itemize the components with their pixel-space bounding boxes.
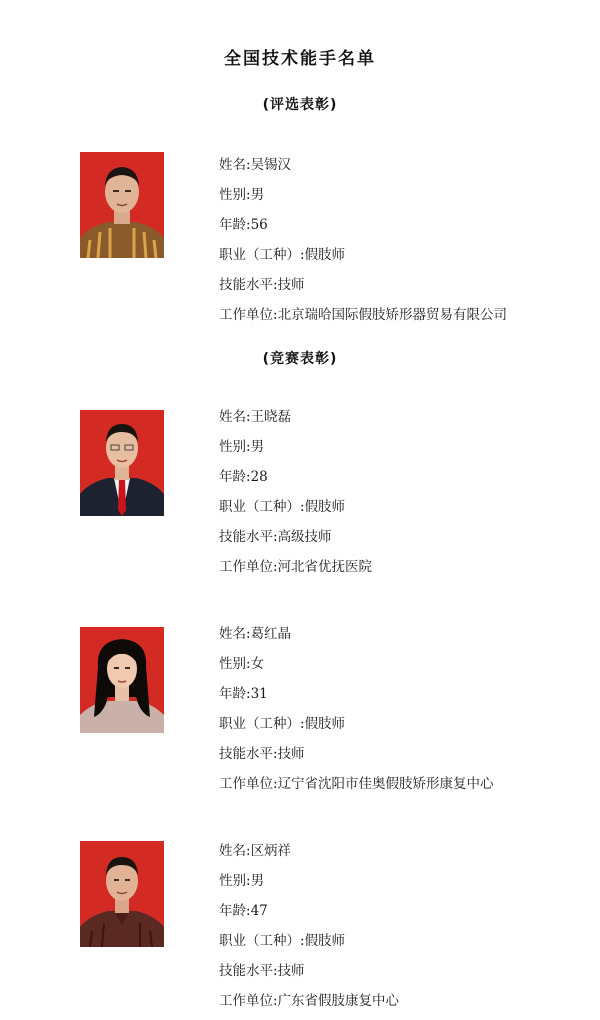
field-age: 年龄:28 <box>219 469 268 485</box>
person-photo <box>80 627 164 733</box>
field-workplace: 工作单位:河北省优抚医院 <box>219 559 373 575</box>
person-photo <box>80 152 164 258</box>
person-details <box>219 619 494 799</box>
portrait-image <box>80 152 164 258</box>
field-occupation: 职业（工种）:假肢师 <box>219 933 346 949</box>
field-occupation: 职业（工种）:假肢师 <box>219 716 346 732</box>
field-skill-level: 技能水平:技师 <box>219 277 305 293</box>
field-occupation: 职业（工种）:假肢师 <box>219 499 346 515</box>
portrait-image <box>80 410 164 516</box>
field-name: 姓名:区炳祥 <box>219 843 292 859</box>
person-details <box>219 402 372 582</box>
field-age: 年龄:31 <box>219 686 268 702</box>
field-name: 姓名:葛红晶 <box>219 626 292 642</box>
field-workplace: 工作单位:辽宁省沈阳市佳奥假肢矫形康复中心 <box>219 776 494 792</box>
field-workplace: 工作单位:北京瑞哈国际假肢矫形器贸易有限公司 <box>219 307 508 323</box>
field-skill-level: 技能水平:高级技师 <box>219 529 332 545</box>
portrait-image <box>80 627 164 733</box>
field-gender: 性别:男 <box>219 439 265 455</box>
field-gender: 性别:男 <box>219 187 265 203</box>
field-gender: 性别:女 <box>219 656 265 672</box>
field-name: 姓名:吴锡汉 <box>219 157 292 173</box>
field-occupation: 职业（工种）:假肢师 <box>219 247 346 263</box>
field-workplace: 工作单位:广东省假肢康复中心 <box>219 993 400 1009</box>
person-details <box>219 150 507 330</box>
field-skill-level: 技能水平:技师 <box>219 746 305 762</box>
field-age: 年龄:47 <box>219 903 268 919</box>
page-title: 全国技术能手名单 <box>224 49 376 69</box>
person-photo <box>80 841 164 947</box>
field-name: 姓名:王晓磊 <box>219 409 292 425</box>
section-heading-review: (评选表彰) <box>262 97 338 113</box>
portrait-image <box>80 841 164 947</box>
person-details <box>219 836 399 1016</box>
field-skill-level: 技能水平:技师 <box>219 963 305 979</box>
field-age: 年龄:56 <box>219 217 268 233</box>
section-heading-competition: (竞赛表彰) <box>262 351 338 367</box>
field-gender: 性别:男 <box>219 873 265 889</box>
person-photo <box>80 410 164 516</box>
